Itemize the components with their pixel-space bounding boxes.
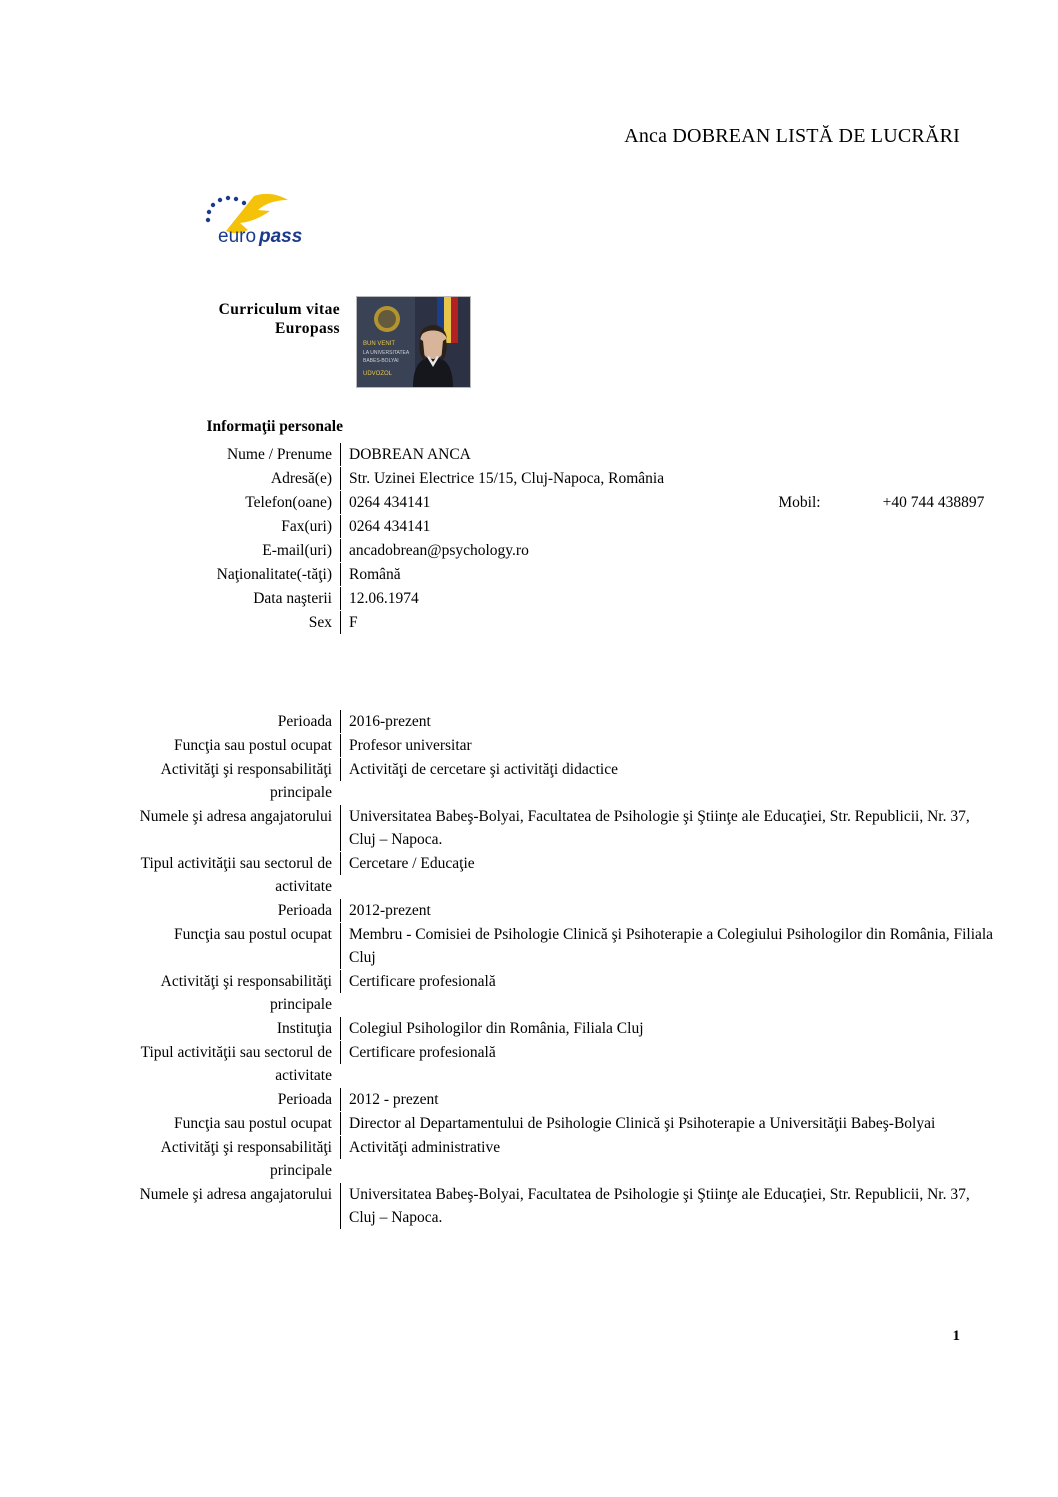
table-row (100, 443, 1000, 466)
field-value: Activităţi administrative (340, 1136, 1000, 1159)
table-row (100, 923, 1000, 969)
field-value: 2012-prezent (340, 899, 1000, 922)
field-value: Română (340, 563, 1000, 586)
field-label: E-mail(uri) (262, 542, 332, 559)
field-label: Telefon(oane) (245, 494, 332, 511)
field-label: Adresă(e) (270, 470, 332, 487)
cv-title-line2: Europass (275, 320, 340, 337)
field-value: 2016-prezent (340, 710, 1000, 733)
field-label: Perioada (277, 713, 332, 730)
table-row (100, 587, 1000, 610)
table-row (100, 1136, 1000, 1182)
table-row (100, 899, 1000, 922)
field-label: Activităţi şi responsabilităţi principale (160, 973, 332, 1013)
field-value: Universitatea Babeş-Bolyai, Facultatea de Psihologie şi Ştiinţe ale Educaţiei, Str. Republicii, Nr. 37, Cluj – Napoca. (340, 1183, 1000, 1229)
experience-table (100, 710, 1000, 1230)
field-value: Certificare profesională (340, 970, 1000, 993)
field-value: Membru - Comisiei de Psihologie Clinică şi Psihoterapie a Colegiului Psihologilor din România, Filiala Cluj (340, 923, 1000, 969)
table-row (100, 539, 1000, 562)
europass-logo (196, 190, 326, 252)
table-row (100, 467, 1000, 490)
field-label: Tipul activităţii sau sectorul de activitate (140, 855, 332, 895)
field-label: Perioada (277, 902, 332, 919)
table-row (100, 1183, 1000, 1229)
page-number: 1 (952, 1328, 960, 1344)
table-row (100, 1112, 1000, 1135)
field-label: Numele şi adresa angajatorului (139, 808, 332, 825)
table-row (100, 515, 1000, 538)
field-label: Data naşterii (253, 590, 332, 607)
page-title: Anca DOBREAN LISTĂ DE LUCRĂRI (624, 125, 960, 147)
field-label: Perioada (277, 1091, 332, 1108)
field-label: Nume / Prenume (226, 446, 332, 463)
field-label: Funcţia sau postul ocupat (174, 737, 332, 754)
field-label: Funcţia sau postul ocupat (174, 1115, 332, 1132)
field-label: Fax(uri) (281, 518, 332, 535)
field-label: Activităţi şi responsabilităţi principale (160, 1139, 332, 1179)
field-label: Funcţia sau postul ocupat (174, 926, 332, 943)
personal-info-heading: Informaţii personale (206, 418, 343, 435)
table-row (100, 611, 1000, 634)
field-value (340, 491, 1000, 514)
field-label: Sex (308, 614, 332, 631)
field-value: DOBREAN ANCA (340, 443, 1000, 466)
field-value: Certificare profesională (340, 1041, 1000, 1064)
table-row (100, 491, 1000, 514)
field-label: Tipul activităţii sau sectorul de activitate (140, 1044, 332, 1084)
field-label: Activităţi şi responsabilităţi principale (160, 761, 332, 801)
table-row (100, 563, 1000, 586)
table-row (100, 1041, 1000, 1087)
field-value: Director al Departamentului de Psihologie Clinică şi Psihoterapie a Universităţii Babeş-Bolyai (340, 1112, 1000, 1135)
field-label: Numele şi adresa angajatorului (139, 1186, 332, 1203)
table-row (100, 1017, 1000, 1040)
table-row (100, 734, 1000, 757)
cv-title-line1: Curriculum vitae (218, 301, 340, 318)
field-value: Colegiul Psihologilor din România, Filiala Cluj (340, 1017, 1000, 1040)
field-value: Universitatea Babeş-Bolyai, Facultatea de Psihologie şi Ştiinţe ale Educaţiei, Str. Republicii, Nr. 37, Cluj – Napoca. (340, 805, 1000, 851)
svg-text:BUN VENIT: BUN VENIT (363, 341, 396, 347)
svg-text:pass: pass (259, 226, 303, 247)
field-value: Profesor universitar (340, 734, 1000, 757)
table-row (100, 852, 1000, 898)
field-value: 0264 434141 (340, 515, 1000, 538)
field-value: 2012 - prezent (340, 1088, 1000, 1111)
mobile-value: +40 744 438897 (882, 494, 985, 511)
field-value: Str. Uzinei Electrice 15/15, Cluj-Napoca, România (340, 467, 1000, 490)
profile-photo (356, 296, 471, 388)
personal-info-table (100, 443, 1000, 635)
table-row (100, 805, 1000, 851)
svg-text:LA UNIVERSITATEA: LA UNIVERSITATEA (363, 350, 410, 356)
svg-text:BABES-BOLYAI: BABES-BOLYAI (363, 358, 399, 364)
table-row (100, 970, 1000, 1016)
table-row (100, 710, 1000, 733)
field-value: 12.06.1974 (340, 587, 1000, 610)
table-row (100, 1088, 1000, 1111)
field-value: F (340, 611, 1000, 634)
svg-text:UDVOZOL: UDVOZOL (363, 371, 393, 377)
svg-text:euro: euro (218, 226, 257, 247)
field-value: Cercetare / Educaţie (340, 852, 1000, 875)
field-value: ancadobrean@psychology.ro (340, 539, 1000, 562)
field-label: Naţionalitate(-tăţi) (216, 566, 332, 583)
field-value: Activităţi de cercetare şi activităţi didactice (340, 758, 1000, 781)
phone-value: 0264 434141 (349, 494, 431, 511)
field-label: Instituţia (276, 1020, 332, 1037)
table-row (100, 758, 1000, 804)
cv-title (140, 300, 340, 338)
mobile-label: Mobil: (778, 494, 821, 511)
